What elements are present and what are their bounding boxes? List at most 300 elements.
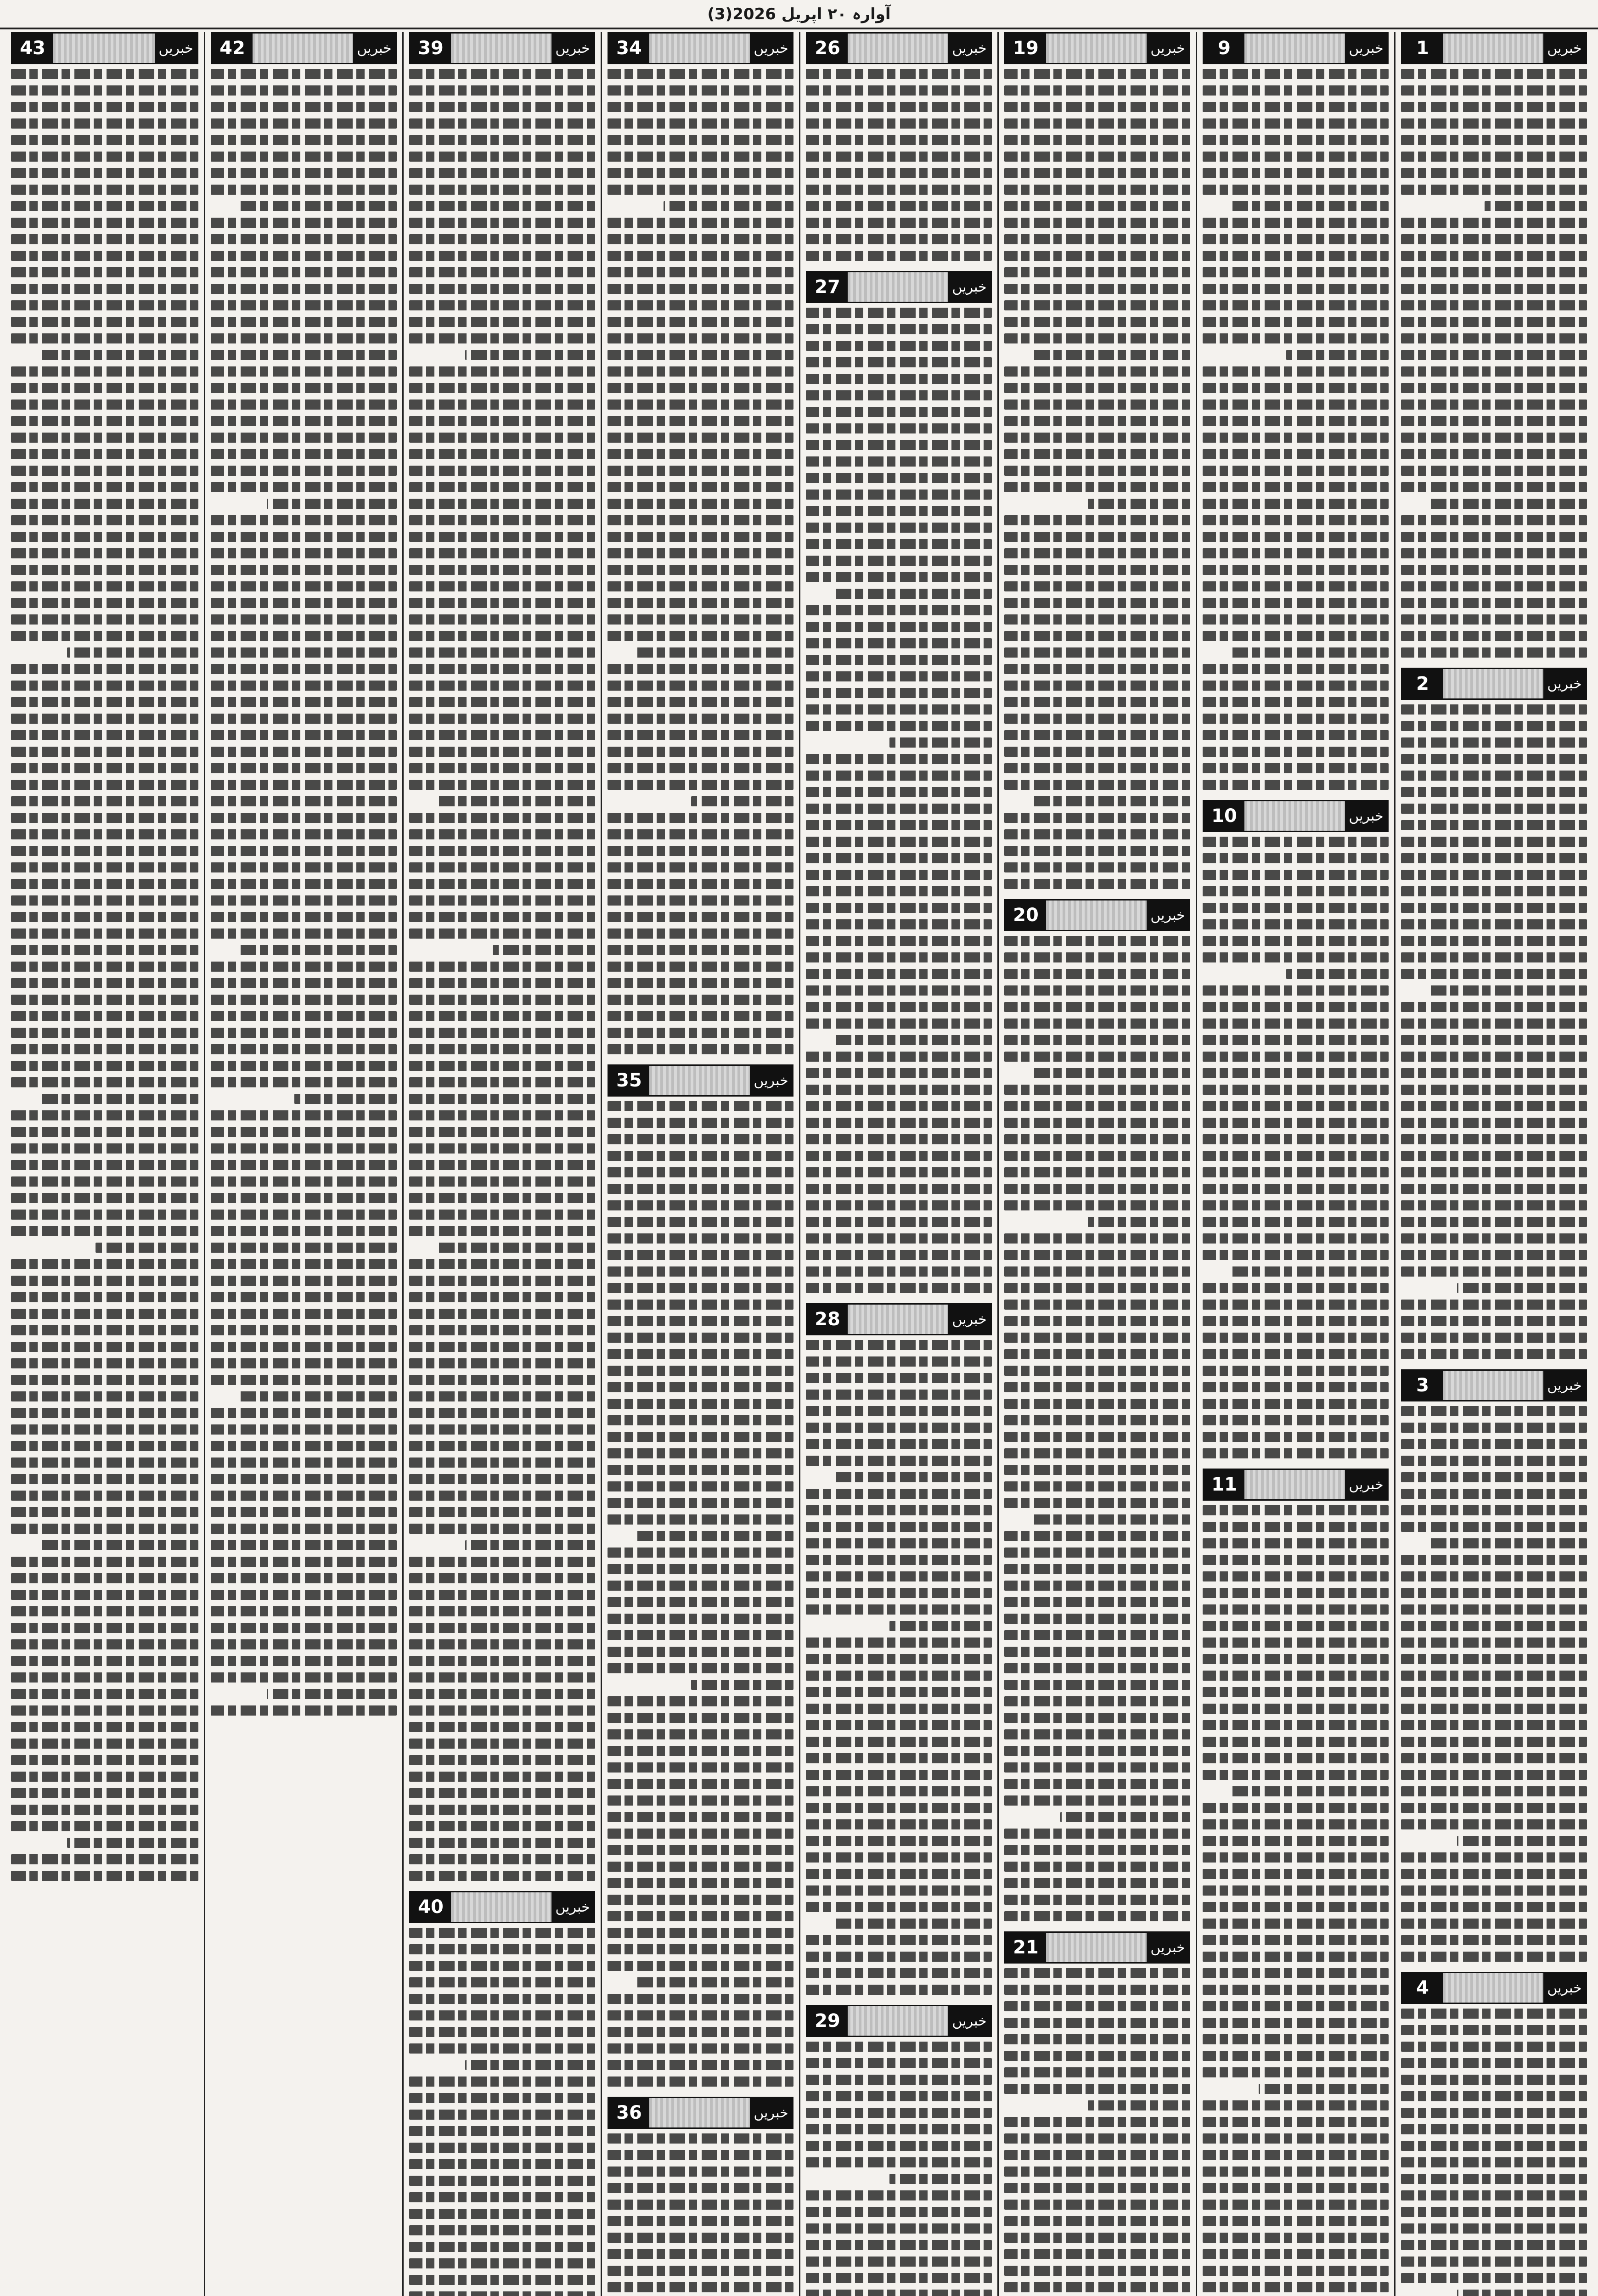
text-line	[608, 1448, 793, 1458]
text-line	[1203, 730, 1389, 740]
text-line	[409, 317, 595, 327]
text-line	[608, 433, 793, 443]
text-line	[11, 1110, 198, 1120]
text-line	[211, 135, 397, 145]
text-line	[608, 284, 793, 294]
text-line	[211, 813, 397, 823]
text-line	[608, 1481, 793, 1491]
text-line	[806, 1720, 992, 1730]
text-line	[1203, 234, 1389, 244]
text-line	[608, 69, 793, 79]
news-text	[1004, 936, 1190, 1921]
text-line	[1203, 2018, 1389, 2028]
text-line	[409, 135, 595, 145]
text-line	[1004, 2034, 1190, 2044]
text-line	[409, 697, 595, 707]
text-line	[608, 1266, 793, 1277]
text-line	[806, 1604, 992, 1615]
text-line	[11, 780, 198, 790]
text-line	[409, 2192, 595, 2202]
text-line	[1401, 1068, 1587, 1078]
text-line	[806, 820, 992, 830]
news-tag-icon: خبریں	[948, 272, 990, 302]
text-line	[409, 1077, 595, 1087]
text-line	[1401, 1638, 1587, 1648]
text-line	[1004, 1134, 1190, 1144]
text-line	[1004, 135, 1190, 145]
text-line	[211, 168, 397, 178]
text-line	[267, 499, 397, 509]
text-line	[239, 201, 397, 211]
text-line	[1401, 185, 1587, 195]
news-text	[1203, 837, 1389, 1458]
text-line	[1231, 201, 1389, 211]
news-item-number: 34	[609, 34, 649, 63]
text-line	[211, 1292, 397, 1302]
text-line	[409, 433, 595, 443]
text-line	[806, 1167, 992, 1177]
text-line	[1203, 936, 1389, 946]
text-line	[608, 1746, 793, 1756]
text-line	[1004, 482, 1190, 492]
text-line	[1401, 903, 1587, 913]
text-line	[211, 1276, 397, 1286]
text-line	[1004, 2150, 1190, 2160]
text-line	[1231, 647, 1389, 658]
news-text	[409, 1928, 595, 2296]
text-line	[1401, 1803, 1587, 1813]
text-line	[1401, 1737, 1587, 1747]
text-line	[211, 796, 397, 806]
text-line	[1203, 1952, 1389, 1962]
text-line	[1203, 837, 1389, 847]
news-item	[1004, 1931, 1190, 2296]
text-line	[211, 317, 397, 327]
text-line	[11, 1375, 198, 1385]
text-line	[409, 1772, 595, 1782]
text-line	[806, 2223, 992, 2234]
text-line	[409, 234, 595, 244]
text-line	[1401, 1333, 1587, 1343]
text-line	[11, 433, 198, 443]
text-line	[437, 796, 595, 806]
text-line	[608, 2183, 793, 2193]
text-line	[1004, 1481, 1190, 1491]
text-line	[1004, 697, 1190, 707]
text-line	[1203, 1415, 1389, 1425]
text-line	[409, 2110, 595, 2120]
text-line	[1429, 1538, 1587, 1548]
text-line	[409, 1210, 595, 1220]
text-line	[1203, 1522, 1389, 1532]
text-line	[1401, 2042, 1587, 2052]
text-line	[409, 647, 595, 658]
text-line	[1401, 218, 1587, 228]
text-line	[211, 1143, 397, 1154]
text-line	[409, 879, 595, 889]
text-line	[1401, 2257, 1587, 2267]
text-line	[608, 631, 793, 641]
text-line	[1401, 1349, 1587, 1359]
text-line	[806, 1489, 992, 1499]
text-line	[806, 506, 992, 516]
text-line	[608, 879, 793, 889]
text-line	[11, 1210, 198, 1220]
text-line	[11, 1358, 198, 1368]
text-line	[806, 1985, 992, 1995]
text-line	[1004, 1349, 1190, 1359]
text-line	[409, 118, 595, 129]
column	[1196, 32, 1394, 2296]
text-line	[211, 1342, 397, 1352]
text-line	[806, 1638, 992, 1648]
text-line	[1401, 350, 1587, 360]
text-line	[1004, 1696, 1190, 1706]
text-line	[409, 813, 595, 823]
text-line	[409, 1590, 595, 1600]
text-line	[211, 647, 397, 658]
text-line	[806, 622, 992, 632]
text-line	[409, 565, 595, 575]
column	[402, 32, 601, 2296]
text-line	[11, 1623, 198, 1633]
text-line	[1203, 1803, 1389, 1813]
text-line	[1203, 2200, 1389, 2210]
text-line	[1401, 721, 1587, 731]
text-line	[1203, 1671, 1389, 1681]
text-line	[1032, 1514, 1190, 1525]
text-line	[1203, 1902, 1389, 1912]
text-line	[806, 1687, 992, 1697]
text-line	[11, 333, 198, 343]
text-line	[608, 1167, 793, 1177]
text-line	[239, 1391, 397, 1401]
text-line	[806, 1101, 992, 1111]
text-line	[409, 2225, 595, 2235]
text-line	[11, 85, 198, 96]
text-line	[409, 416, 595, 426]
text-line	[409, 1458, 595, 1468]
text-line	[1401, 1654, 1587, 1664]
text-line	[608, 1283, 793, 1293]
text-line	[806, 952, 992, 962]
text-line	[1004, 1233, 1190, 1244]
text-line	[1401, 2174, 1587, 2184]
text-line	[11, 1821, 198, 1831]
text-line	[1401, 383, 1587, 393]
text-line	[11, 1557, 198, 1567]
text-line	[1004, 1283, 1190, 1293]
text-line	[1203, 449, 1389, 459]
text-line	[806, 201, 992, 211]
text-line	[806, 1456, 992, 1466]
text-line	[1004, 1415, 1190, 1425]
text-line	[806, 2290, 992, 2296]
text-line	[409, 1623, 595, 1633]
text-line	[834, 1919, 992, 1929]
text-line	[409, 532, 595, 542]
text-line	[409, 168, 595, 178]
text-line	[1401, 85, 1587, 96]
text-line	[1401, 1687, 1587, 1697]
text-line	[409, 2275, 595, 2285]
text-line	[1401, 1167, 1587, 1177]
text-line	[11, 499, 198, 509]
text-line	[1429, 499, 1587, 509]
text-line	[409, 2143, 595, 2153]
text-line	[806, 1654, 992, 1664]
text-line	[409, 978, 595, 988]
text-line	[1231, 1266, 1389, 1277]
text-line	[806, 2108, 992, 2118]
text-line	[409, 664, 595, 674]
text-line	[806, 919, 992, 929]
text-line	[11, 581, 198, 591]
text-line	[1203, 565, 1389, 575]
text-line	[11, 714, 198, 724]
text-line	[806, 2157, 992, 2167]
text-line	[1401, 1621, 1587, 1631]
text-line	[11, 366, 198, 377]
header-bar	[1244, 801, 1345, 831]
text-line	[11, 829, 198, 839]
text-line	[806, 936, 992, 946]
text-line	[608, 548, 793, 558]
text-line	[608, 1316, 793, 1326]
text-line	[1401, 1439, 1587, 1449]
text-line	[211, 152, 397, 162]
text-line	[1004, 69, 1190, 79]
text-line	[409, 598, 595, 608]
text-line	[211, 300, 397, 310]
text-line	[806, 1538, 992, 1548]
text-line	[1004, 1316, 1190, 1326]
text-line	[1004, 1101, 1190, 1111]
text-line	[409, 69, 595, 79]
text-line	[608, 1101, 793, 1111]
text-line	[608, 2266, 793, 2276]
text-line	[1286, 969, 1389, 979]
text-line	[211, 780, 397, 790]
text-line	[211, 482, 397, 492]
text-line	[806, 102, 992, 112]
text-line	[806, 2091, 992, 2101]
text-line	[806, 1217, 992, 1227]
text-line	[806, 168, 992, 178]
text-line	[409, 1606, 595, 1616]
text-line	[608, 1729, 793, 1739]
text-line	[11, 1160, 198, 1170]
news-tag-icon: خبریں	[1147, 34, 1189, 63]
text-line	[608, 1812, 793, 1822]
text-line	[11, 284, 198, 294]
text-line	[11, 895, 198, 906]
text-line	[1203, 1720, 1389, 1730]
text-line	[608, 1011, 793, 1021]
text-line	[1401, 1671, 1587, 1681]
text-line	[608, 1200, 793, 1210]
text-line	[1203, 135, 1389, 145]
text-line	[1203, 118, 1389, 129]
text-line	[608, 1713, 793, 1723]
text-line	[1203, 1968, 1389, 1978]
text-line	[211, 1243, 397, 1253]
text-line	[1401, 936, 1587, 946]
text-line	[806, 1770, 992, 1780]
text-line	[806, 688, 992, 698]
text-line	[608, 1250, 793, 1260]
text-line	[1203, 1432, 1389, 1442]
text-line	[1203, 1753, 1389, 1763]
text-line	[1203, 1002, 1389, 1012]
text-line	[1203, 2216, 1389, 2226]
text-line	[1004, 1647, 1190, 1657]
text-line	[608, 1829, 793, 1839]
text-line	[1088, 1217, 1190, 1227]
news-item-header	[608, 32, 793, 64]
text-line	[1004, 952, 1190, 962]
text-line	[1401, 1588, 1587, 1598]
text-line	[1004, 218, 1190, 228]
text-line	[1203, 2233, 1389, 2243]
text-line	[1401, 919, 1587, 929]
text-line	[1203, 366, 1389, 377]
text-line	[1401, 2240, 1587, 2250]
text-line	[1004, 846, 1190, 856]
text-line	[211, 912, 397, 922]
text-line	[1203, 952, 1389, 962]
text-line	[1004, 1333, 1190, 1343]
text-line	[1401, 366, 1587, 377]
text-line	[1004, 2067, 1190, 2077]
text-line	[1401, 1184, 1587, 1194]
news-text	[211, 69, 397, 1716]
text-line	[1401, 2091, 1587, 2101]
text-line	[11, 1573, 198, 1583]
text-line	[1203, 284, 1389, 294]
text-line	[1004, 1985, 1190, 1995]
text-line	[806, 185, 992, 195]
text-line	[409, 102, 595, 112]
news-text	[806, 69, 992, 261]
text-line	[211, 234, 397, 244]
text-line	[11, 664, 198, 674]
text-line	[1259, 2084, 1389, 2094]
text-line	[211, 763, 397, 773]
text-line	[211, 895, 397, 906]
text-line	[409, 2209, 595, 2219]
text-line	[211, 548, 397, 558]
text-line	[1004, 2001, 1190, 2011]
text-line	[11, 1474, 198, 1484]
news-item-header	[806, 271, 992, 303]
text-line	[1401, 1604, 1587, 1615]
text-line	[1004, 1052, 1190, 1062]
text-line	[409, 300, 595, 310]
text-line	[608, 1614, 793, 1624]
text-line	[294, 1094, 397, 1104]
text-line	[806, 556, 992, 566]
text-line	[608, 780, 793, 790]
text-line	[211, 1623, 397, 1633]
text-line	[409, 2242, 595, 2252]
text-line	[691, 1680, 793, 1690]
text-line	[211, 1557, 397, 1567]
text-line	[67, 647, 198, 658]
text-line	[1203, 1555, 1389, 1565]
text-line	[1203, 185, 1389, 195]
text-line	[409, 499, 595, 509]
text-line	[806, 754, 992, 764]
text-line	[11, 482, 198, 492]
text-line	[806, 1836, 992, 1846]
text-line	[211, 416, 397, 426]
text-line	[1401, 647, 1587, 658]
text-line	[1203, 2117, 1389, 2127]
text-line	[211, 1226, 397, 1236]
text-line	[409, 581, 595, 591]
header-bar	[451, 1892, 551, 1922]
text-line	[211, 1606, 397, 1616]
text-line	[1203, 1638, 1389, 1648]
text-line	[11, 1143, 198, 1154]
text-line	[409, 1011, 595, 1021]
text-line	[608, 135, 793, 145]
text-line	[211, 1061, 397, 1071]
text-line	[211, 251, 397, 261]
text-line	[806, 423, 992, 433]
text-line	[1004, 780, 1190, 790]
text-line	[409, 548, 595, 558]
text-line	[608, 2133, 793, 2144]
text-line	[409, 2291, 595, 2296]
text-line	[409, 218, 595, 228]
text-line	[806, 572, 992, 582]
text-line	[889, 737, 992, 748]
text-line	[409, 846, 595, 856]
text-line	[608, 1514, 793, 1525]
text-line	[1004, 631, 1190, 641]
text-line	[1004, 85, 1190, 96]
text-line	[11, 383, 198, 393]
text-line	[806, 523, 992, 533]
text-line	[1004, 2249, 1190, 2259]
text-line	[211, 697, 397, 707]
text-line	[1203, 1604, 1389, 1615]
news-text	[806, 1340, 992, 1995]
text-line	[409, 400, 595, 410]
text-line	[1203, 218, 1389, 228]
text-line	[1203, 85, 1389, 96]
text-line	[1203, 1217, 1389, 1227]
text-line	[608, 499, 793, 509]
text-line	[608, 2010, 793, 2020]
news-item	[409, 1891, 595, 2296]
text-line	[1401, 1720, 1587, 1730]
text-line	[608, 1895, 793, 1905]
news-item-header	[1401, 32, 1587, 64]
text-line	[11, 796, 198, 806]
text-line	[608, 1184, 793, 1194]
text-line	[1401, 433, 1587, 443]
text-line	[11, 267, 198, 277]
text-line	[1401, 152, 1587, 162]
text-line	[1203, 69, 1389, 79]
text-line	[608, 2249, 793, 2259]
text-line	[1203, 1019, 1389, 1029]
text-line	[608, 697, 793, 707]
text-line	[1203, 1399, 1389, 1409]
